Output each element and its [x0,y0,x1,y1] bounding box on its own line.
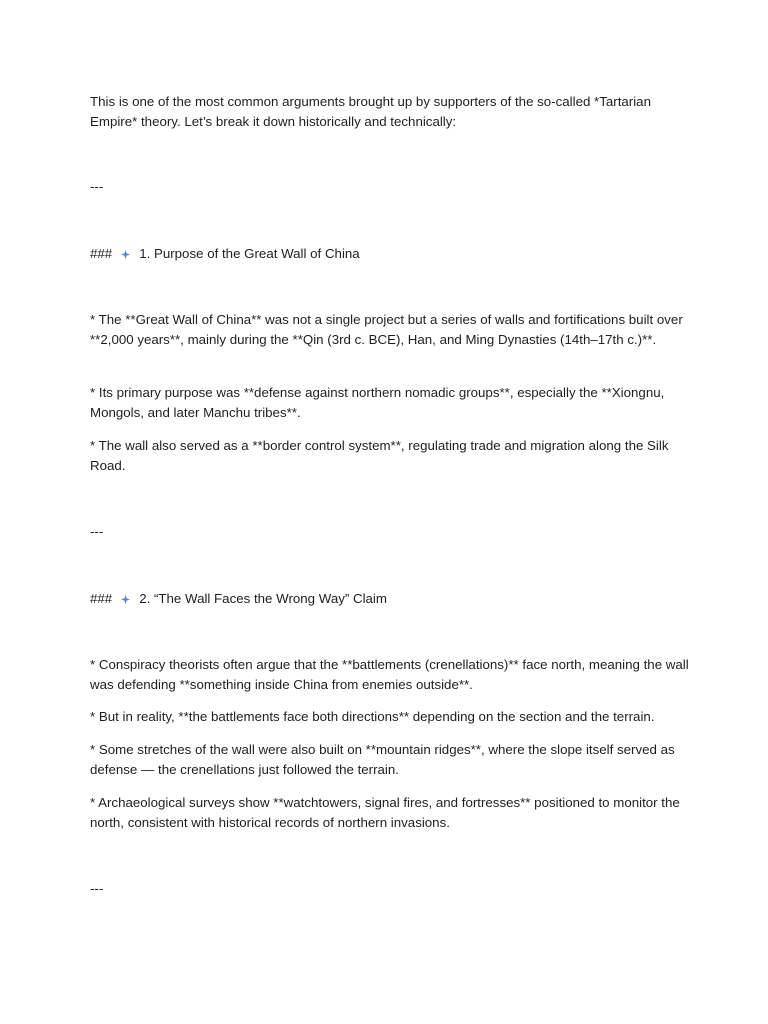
section-1-bullet: * Its primary purpose was **defense against northern nomadic groups**, especially the **Xiongnu, Mongols, and later Manchu tribes**. [90,385,665,420]
diamond-icon [121,250,130,259]
separator-3: --- [90,881,104,896]
intro-paragraph: This is one of the most common arguments brought up by supporters of the so-called *Tartarian Empire* theory. Let’s break it down historically and technically: [90,94,651,129]
section-2-heading [90,589,387,609]
heading-2-prefix: ### [90,591,113,606]
section-2-bullet: * Archaeological surveys show **watchtowers, signal fires, and fortresses** positioned to monitor the north, consistent with historical records of northern invasions. [90,795,680,830]
section-1-bullet: * The **Great Wall of China** was not a single project but a series of walls and fortifications built over **2,000 years**, mainly during the **Qin (3rd c. BCE), Han, and Ming Dynasties (14th–17th c.)**. [90,312,683,347]
section-1-bullet: * The wall also served as a **border control system**, regulating trade and migration along the Silk Road. [90,438,669,473]
heading-1-text: 1. Purpose of the Great Wall of China [139,246,360,261]
section-2-bullet: * But in reality, **the battlements face both directions** depending on the section and the terrain. [90,709,655,724]
heading-2-text: 2. “The Wall Faces the Wrong Way” Claim [139,591,387,606]
separator-1: --- [90,179,104,194]
section-1-heading [90,244,360,264]
heading-1-prefix: ### [90,246,113,261]
separator-2: --- [90,524,104,539]
section-2-bullet: * Conspiracy theorists often argue that the **battlements (crenellations)** face north, meaning the wall was defending **something inside China from enemies outside**. [90,657,689,692]
diamond-icon [121,595,130,604]
section-2-bullet: * Some stretches of the wall were also built on **mountain ridges**, where the slope itself served as defense — the crenellations just followed the terrain. [90,742,675,777]
